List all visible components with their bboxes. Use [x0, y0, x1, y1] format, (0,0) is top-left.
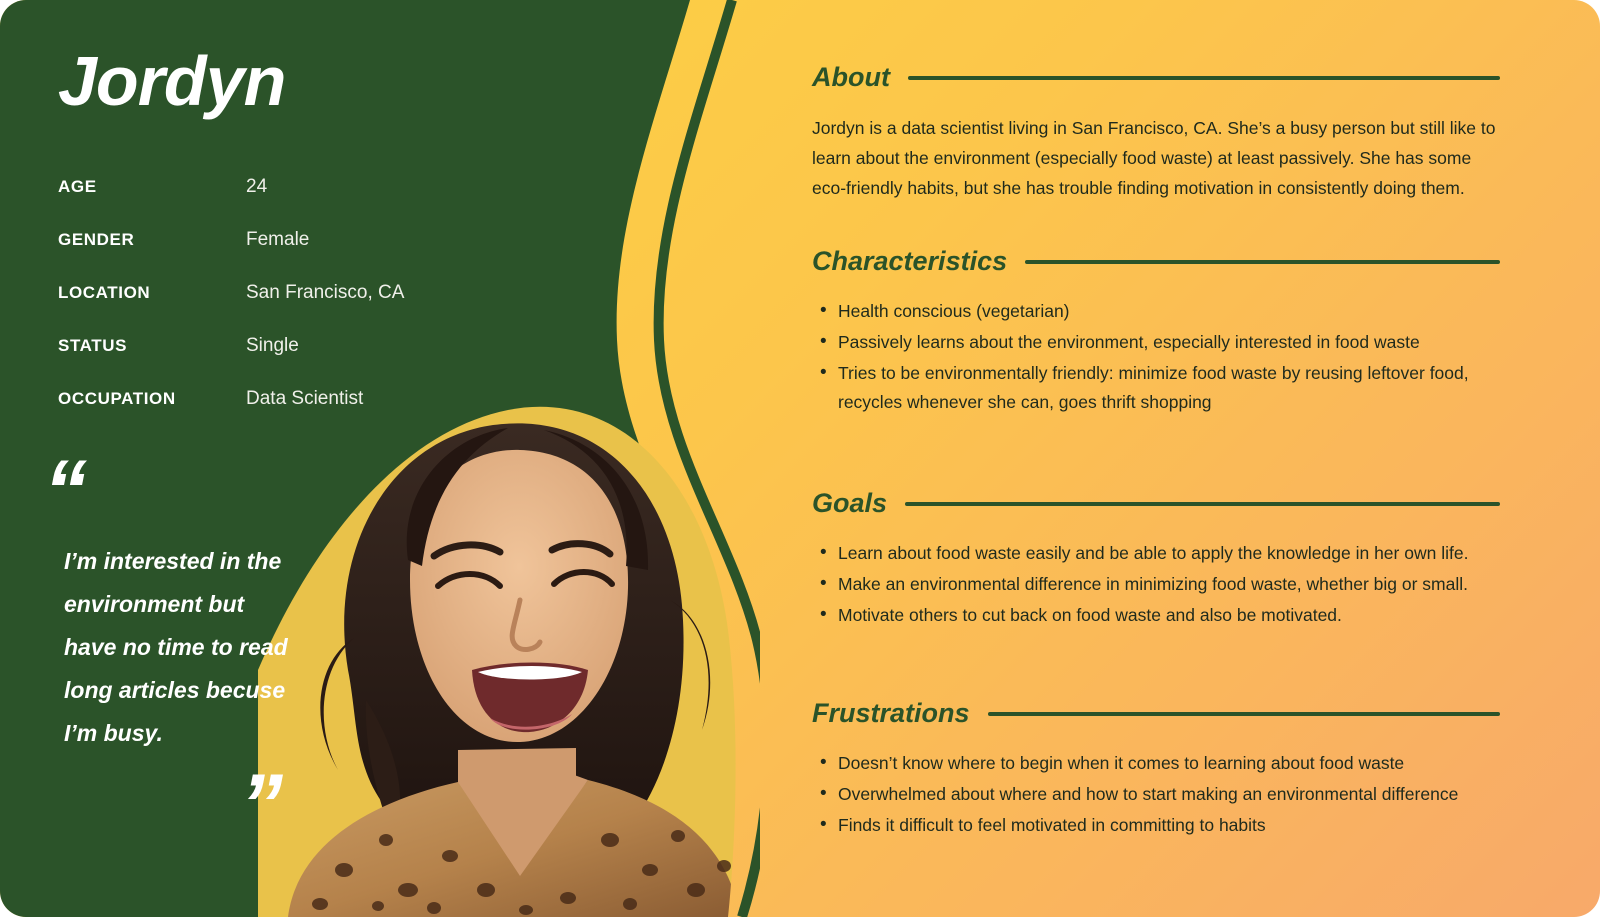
table-row	[58, 388, 528, 441]
goals-list	[812, 539, 1500, 630]
detail-label-status: STATUS	[58, 336, 128, 355]
detail-value-gender: Female	[246, 229, 310, 250]
list-item: • Finds it difficult to feel motivated in committing to habits	[812, 811, 1502, 840]
detail-value-occupation: Data Scientist	[246, 388, 364, 409]
list-item: • Overwhelmed about where and how to start making an environmental difference	[812, 780, 1502, 809]
divider	[905, 502, 1500, 506]
list-item: • Passively learns about the environment, especially interested in food waste	[812, 328, 1502, 357]
table-row	[58, 335, 528, 388]
detail-label-occupation: OCCUPATION	[58, 389, 176, 408]
section-title-about: About	[812, 62, 890, 92]
detail-value-location: San Francisco, CA	[246, 282, 405, 303]
section-characteristics	[812, 246, 1500, 419]
details-table	[58, 176, 528, 441]
frustrations-list	[812, 749, 1500, 840]
list-item: • Doesn’t know where to begin when it comes to learning about food waste	[812, 749, 1502, 778]
divider	[908, 76, 1500, 80]
detail-value-age: 24	[246, 176, 268, 197]
quote-open-icon: “	[44, 443, 83, 539]
list-item: • Tries to be environmentally friendly: minimize food waste by reusing leftover food, recycles whenever she can, goes thrift shopping	[812, 359, 1502, 417]
section-title-frustrations: Frustrations	[812, 698, 970, 728]
section-title-characteristics: Characteristics	[812, 246, 1008, 276]
persona-quote: I’m interested in the environment but have no time to read long articles becuse I’m busy.	[64, 548, 288, 746]
table-row	[58, 282, 528, 335]
list-item: • Learn about food waste easily and be able to apply the knowledge in her own life.	[812, 539, 1502, 568]
section-goals	[812, 488, 1500, 632]
about-text: Jordyn is a data scientist living in San Francisco, CA. She’s a busy person but still like to learn about the environment (especially food waste) at least passively. She has some eco-friendly habits, but she has trouble finding motivation in consistently doing them.	[812, 118, 1496, 198]
profile-panel	[0, 0, 760, 917]
detail-value-status: Single	[246, 335, 299, 356]
section-header	[812, 698, 1500, 729]
section-header	[812, 62, 1500, 93]
divider	[988, 712, 1500, 716]
page-title: Jordyn	[58, 42, 286, 120]
detail-label-gender: GENDER	[58, 230, 135, 249]
section-header	[812, 488, 1500, 519]
section-title-goals: Goals	[812, 488, 888, 518]
divider	[1025, 260, 1500, 264]
table-row	[58, 176, 528, 229]
list-item: • Motivate others to cut back on food waste and also be motivated.	[812, 601, 1502, 630]
table-row	[58, 229, 528, 282]
content-panel	[812, 0, 1538, 917]
section-frustrations	[812, 698, 1500, 842]
characteristics-list	[812, 297, 1500, 417]
profile-text	[0, 0, 760, 917]
detail-label-location: LOCATION	[58, 283, 151, 302]
quote-close-icon: ”	[240, 757, 279, 853]
list-item: • Make an environmental difference in minimizing food waste, whether big or small.	[812, 570, 1502, 599]
detail-label-age: AGE	[58, 177, 97, 196]
list-item: • Health conscious (vegetarian)	[812, 297, 1502, 326]
section-header	[812, 246, 1500, 277]
section-about	[812, 62, 1500, 203]
